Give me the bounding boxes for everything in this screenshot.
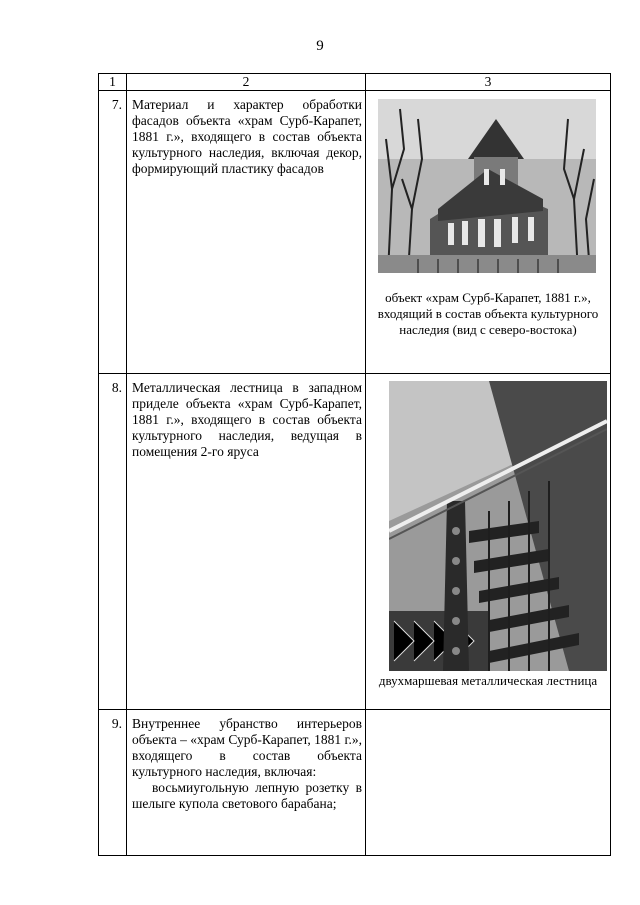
row-description-main: Внутреннее убранство интерьеров объекта – «храм Сурб-Карапет, 1881 г.», входящего в состав объекта культурного наследия, включая: bbox=[132, 716, 363, 779]
photo-caption: двухмаршевая металлическая лестница bbox=[378, 673, 598, 688]
photo-cell bbox=[366, 91, 611, 374]
table-header-row bbox=[99, 74, 611, 91]
staircase-photo bbox=[389, 381, 607, 671]
church-photo bbox=[378, 99, 596, 273]
row-description: Металлическая лестница в западном приделе объекта «храм Сурб-Карапет, 1881 г.», входящего в состав объекта культурного наследия, ведущая в помещения 2-го яруса bbox=[127, 374, 366, 710]
table-row bbox=[99, 91, 611, 374]
photo-cell-empty bbox=[366, 710, 611, 856]
row-number: 9. bbox=[99, 710, 127, 856]
row-number: 7. bbox=[99, 91, 127, 374]
row-description bbox=[127, 710, 366, 856]
header-col-3: 3 bbox=[366, 74, 611, 91]
row-number: 8. bbox=[99, 374, 127, 710]
table-row bbox=[99, 710, 611, 856]
photo-caption: объект «храм Сурб-Карапет, 1881 г.», входящий в состав объекта культурного наследия (вид с северо-востока) bbox=[377, 290, 599, 337]
header-col-1: 1 bbox=[99, 74, 127, 91]
row-description-sub: восьмиугольную лепную розетку в шелыге купола светового барабана; bbox=[132, 780, 362, 811]
table-row bbox=[99, 374, 611, 710]
heritage-table bbox=[98, 73, 611, 856]
page-number: 9 bbox=[316, 38, 324, 54]
photo-cell bbox=[366, 374, 611, 710]
row-description: Материал и характер обработки фасадов объекта «храм Сурб-Карапет, 1881 г.», входящего в состав объекта культурного наследия, включая декор, формирующий пластику фасадов bbox=[127, 91, 366, 374]
header-col-2: 2 bbox=[127, 74, 366, 91]
